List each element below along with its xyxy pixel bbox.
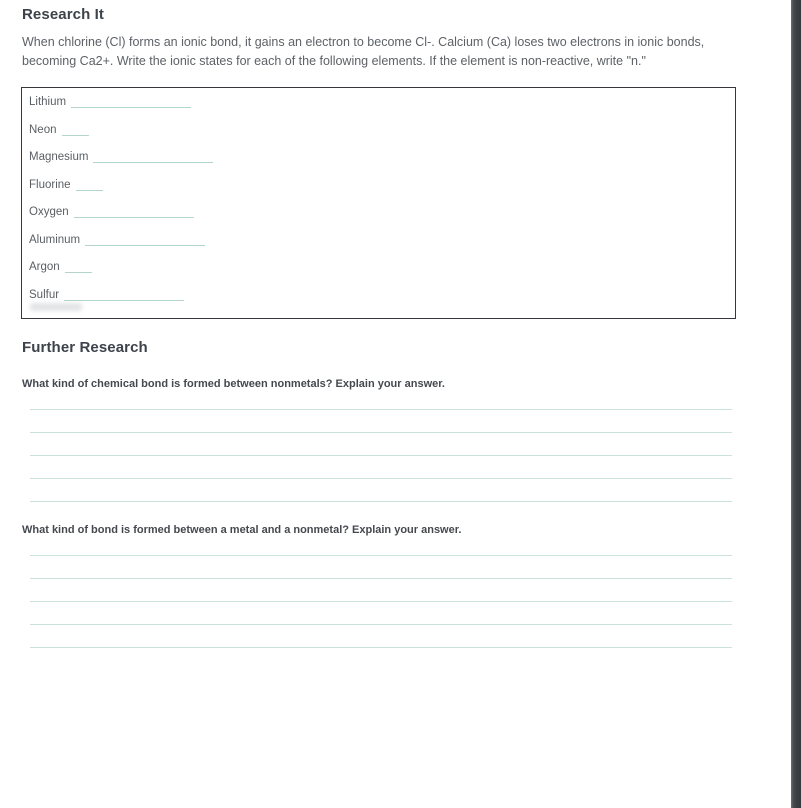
intro-paragraph: When chlorine (Cl) forms an ionic bond, it gains an electron to become Cl-. Calcium (Ca) loses two electrons in ionic bonds, becoming Ca2+. Write the ionic states for each of the following elements. If the element is non-reactive, write "n." bbox=[22, 35, 705, 68]
answer-line bbox=[30, 409, 732, 410]
element-row bbox=[29, 199, 735, 227]
answer-line bbox=[30, 578, 732, 579]
element-label: Neon bbox=[29, 123, 57, 136]
answer-line bbox=[30, 647, 732, 648]
answer-line bbox=[30, 478, 732, 479]
question-text: What kind of chemical bond is formed between nonmetals? Explain your answer. bbox=[22, 378, 445, 390]
answer-line bbox=[30, 501, 732, 502]
answer-blank bbox=[65, 260, 92, 273]
element-answer-box bbox=[21, 87, 736, 319]
element-label: Oxygen bbox=[29, 206, 69, 218]
element-label: Sulfur bbox=[29, 288, 60, 301]
answer-line bbox=[30, 432, 732, 433]
page-title: Research It bbox=[22, 6, 104, 23]
element-label: Lithium bbox=[29, 96, 67, 108]
answer-blank bbox=[93, 150, 213, 163]
answer-line bbox=[30, 455, 732, 456]
element-label: Argon bbox=[29, 261, 60, 273]
print-smudge-artifact bbox=[30, 303, 82, 311]
answer-blank bbox=[64, 288, 184, 301]
element-row bbox=[29, 144, 735, 172]
answer-lines bbox=[30, 409, 732, 502]
answer-blank bbox=[62, 123, 89, 136]
answer-line bbox=[30, 555, 732, 556]
scrollbar[interactable] bbox=[791, 0, 801, 808]
element-row bbox=[29, 227, 735, 255]
element-label: Fluorine bbox=[29, 178, 71, 191]
answer-blank bbox=[71, 95, 191, 108]
further-research-title: Further Research bbox=[22, 339, 148, 356]
element-row bbox=[29, 172, 735, 200]
worksheet-content bbox=[22, 0, 738, 648]
element-row bbox=[29, 254, 735, 282]
answer-line bbox=[30, 601, 732, 602]
element-row bbox=[29, 89, 735, 117]
question-text: What kind of bond is formed between a metal and a nonmetal? Explain your answer. bbox=[22, 524, 462, 536]
answer-lines bbox=[30, 555, 732, 648]
answer-blank bbox=[76, 178, 103, 191]
element-label: Aluminum bbox=[29, 233, 81, 246]
question-block-2 bbox=[22, 524, 738, 648]
question-block-1 bbox=[22, 378, 738, 502]
answer-line bbox=[30, 624, 732, 625]
answer-blank bbox=[74, 205, 194, 218]
element-label: Magnesium bbox=[29, 151, 89, 163]
element-row bbox=[29, 117, 735, 145]
answer-blank bbox=[85, 233, 205, 246]
element-row bbox=[29, 282, 735, 310]
